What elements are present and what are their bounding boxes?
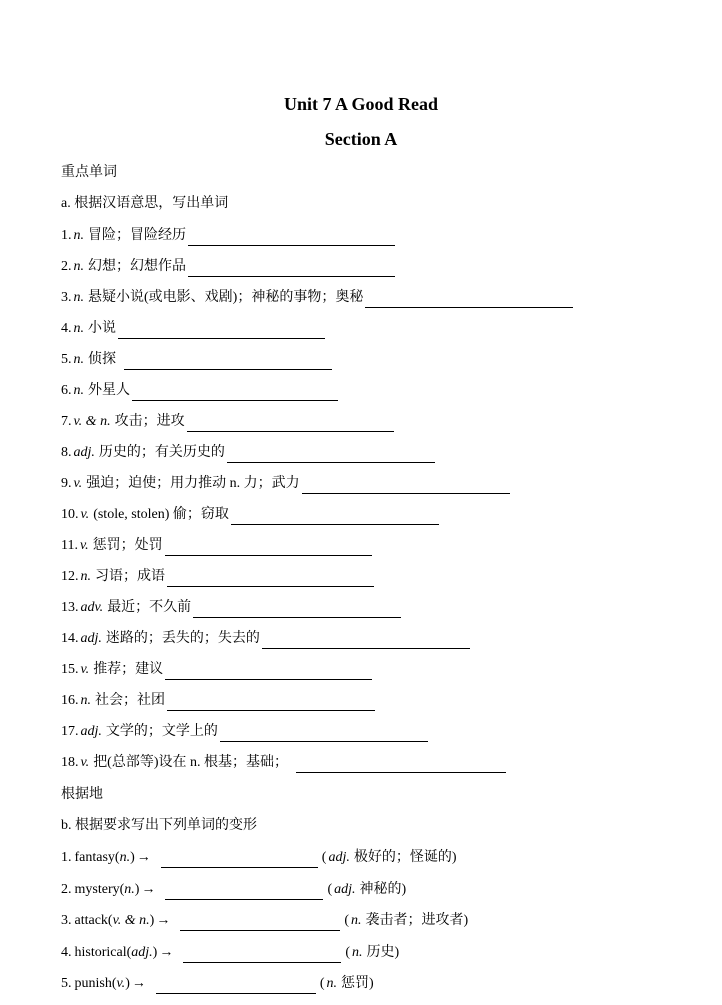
close-paren: ) [134,881,140,897]
part-of-speech: v. [73,476,83,491]
part-of-speech: n. [73,290,84,305]
page-subtitle: Section A [324,129,398,149]
part-of-speech: adj. [80,724,102,739]
base-word: attack( [74,913,113,928]
part-of-speech: n. [73,259,84,274]
vocab-item [61,505,439,525]
answer-blank[interactable] [188,231,395,246]
vocab-item [61,660,372,680]
chinese-meaning: 推荐；建议 [93,662,164,677]
answer-blank[interactable] [365,293,573,308]
item-number: 15. [61,662,79,677]
answer-blank[interactable] [124,355,332,370]
item-number: 14. [61,631,79,646]
answer-blank[interactable] [302,479,510,494]
chinese-meaning: 悬疑小说(或电影、戏剧)；神秘的事物；奥秘 [88,290,364,305]
arrow-icon: → [136,850,151,865]
part-of-speech: adv. [80,600,104,615]
chinese-meaning: 最近；不久前 [107,600,192,615]
answer-blank[interactable] [183,948,341,963]
chinese-meaning: 迷路的；丢失的；失去的 [105,631,260,646]
item-number: 4. [61,321,72,336]
hint-meaning: 极好的；怪诞的) [353,850,457,865]
base-word: fantasy( [74,850,120,865]
vocab-item [61,319,325,339]
hint-open-paren: ( [321,850,327,865]
item-number: 13. [61,600,79,615]
part-of-speech: adj. [131,944,153,960]
chinese-meaning: 文学的；文学上的 [105,724,218,739]
hint-open-paren: ( [345,944,350,960]
item-number: 10. [61,507,79,522]
hint-part-of-speech: n. [326,976,338,991]
hint-part-of-speech: n. [352,944,363,960]
chinese-meaning: 攻击；进攻 [114,414,185,429]
part-of-speech: n. [73,228,84,243]
chinese-meaning: 幻想；幻想作品 [88,259,186,274]
vocab-item [61,226,395,246]
part-a-heading: a. 根据汉语意思，写出单词 [61,196,229,211]
vocab-item [61,474,510,494]
answer-blank[interactable] [296,758,506,773]
close-paren: ) [130,850,135,865]
hint-meaning: 惩罚) [341,976,374,991]
vocab-item [61,257,395,277]
part-of-speech: n. [80,569,91,584]
answer-blank[interactable] [188,262,395,277]
vocab-item [61,598,401,618]
answer-blank[interactable] [220,727,428,742]
part-of-speech: n. [80,693,91,708]
base-word: mystery( [74,881,125,897]
hint-open-paren: ( [327,881,333,897]
item-number: 3. [61,913,72,928]
item-number: 4. [61,944,72,960]
part-of-speech: n. [124,881,135,897]
item-number: 1. [61,228,72,243]
hint-part-of-speech: adj. [334,881,356,897]
item-number: 2. [61,259,72,274]
part-of-speech: v. & n. [73,414,111,429]
part-of-speech: v. & n. [112,913,150,928]
item-number: 5. [61,352,72,367]
part-of-speech: v. [80,507,90,522]
vocab-item [61,753,506,773]
vocab-item [61,722,428,742]
vocab-item [61,381,338,401]
word-form-item [61,848,457,868]
answer-blank[interactable] [187,417,394,432]
answer-blank[interactable] [167,572,374,587]
close-paren: ) [149,913,155,928]
answer-blank[interactable] [132,386,338,401]
chinese-meaning: 把(总部等)设在 n. 根基；基础； [93,755,289,770]
part-of-speech: n. [73,321,84,336]
item-number: 17. [61,724,79,739]
arrow-icon: → [156,913,171,928]
answer-blank[interactable] [193,603,401,618]
answer-blank[interactable] [165,541,372,556]
page-title: Unit 7 A Good Read [283,94,439,114]
hint-meaning: 袭击者；进攻者) [365,913,469,928]
answer-blank[interactable] [118,324,325,339]
part-of-speech: v. [116,976,126,991]
chinese-meaning: 习语；成语 [95,569,165,584]
arrow-icon: → [141,881,156,897]
word-form-item [61,943,399,963]
answer-blank[interactable] [231,510,439,525]
item-number: 9. [61,476,72,491]
answer-blank[interactable] [167,696,375,711]
word-form-item [61,911,468,931]
arrow-icon: → [159,944,174,960]
item-number: 5. [61,976,72,991]
vocab-item [61,536,372,556]
part-of-speech: adj. [73,445,95,460]
part-of-speech: n. [73,383,84,398]
item-number: 16. [61,693,79,708]
word-form-item [61,974,374,994]
vocab-item [61,443,435,463]
item-number: 2. [61,881,72,897]
answer-blank[interactable] [165,665,372,680]
chinese-meaning: (stole, stolen) 偷；窃取 [93,507,229,522]
part-of-speech: n. [73,352,84,367]
hint-meaning: 历史) [366,944,400,960]
answer-blank[interactable] [156,979,316,994]
chinese-meaning: 历史的；有关历史的 [98,445,225,460]
section-heading-base: 根据地 [61,787,103,802]
word-form-item [61,880,406,900]
vocab-item [61,350,332,370]
vocab-item [61,691,375,711]
answer-blank[interactable] [262,634,470,649]
answer-blank[interactable] [227,448,435,463]
chinese-meaning: 冒险；冒险经历 [88,228,186,243]
chinese-meaning: 惩罚；处罚 [92,538,163,553]
vocab-item [61,629,470,649]
close-paren: ) [125,976,130,991]
chinese-meaning: 外星人 [88,383,130,398]
hint-open-paren: ( [319,976,325,991]
arrow-icon: → [131,976,146,991]
vocab-item [61,288,573,308]
item-number: 7. [61,414,72,429]
vocab-item [61,567,374,587]
part-of-speech: v. [80,755,90,770]
item-number: 6. [61,383,72,398]
chinese-meaning: 强迫；迫使；用力推动 n. 力；武力 [86,476,300,491]
part-b-heading: b. 根据要求写出下列单词的变形 [61,818,257,833]
item-number: 3. [61,290,72,305]
item-number: 1. [61,850,72,865]
part-of-speech: v. [80,662,90,677]
vocab-item [61,412,394,432]
answer-blank[interactable] [180,916,340,931]
hint-meaning: 神秘的) [359,881,407,897]
hint-part-of-speech: adj. [328,850,350,865]
base-word: punish( [74,976,117,991]
item-number: 11. [61,538,78,553]
chinese-meaning: 小说 [88,321,116,336]
part-of-speech: adj. [80,631,102,646]
hint-part-of-speech: n. [351,913,362,928]
part-of-speech: n. [119,850,131,865]
item-number: 18. [61,755,79,770]
close-paren: ) [152,944,158,960]
part-of-speech: v. [79,538,89,553]
chinese-meaning: 侦探 [88,352,116,367]
base-word: historical( [74,944,132,960]
answer-blank[interactable] [165,885,323,900]
answer-blank[interactable] [161,853,318,868]
hint-open-paren: ( [344,913,350,928]
item-number: 8. [61,445,72,460]
item-number: 12. [61,569,79,584]
chinese-meaning: 社会；社团 [95,693,165,708]
section-heading-key-words: 重点单词 [61,165,117,180]
